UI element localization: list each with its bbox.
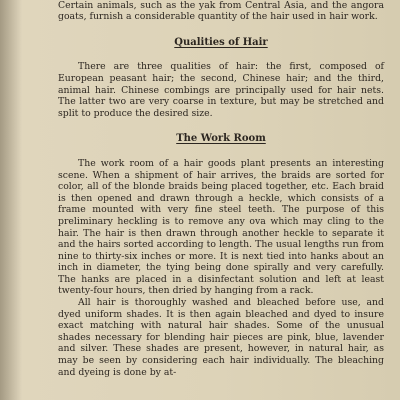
work-room-paragraph-1: The work room of a hair goods plant presents an interesting scene. When a shipment of hair arrives, the braids are sorted for color, all of the blonde braids being placed together, etc. Each braid is then opened and drawn through a heckle, which consists of a frame mounted with very fine steel teeth. The purpose of this preliminary heckling is to remove any ova which may cling to the hair. The hair is then drawn through another heckle to separate it and the hairs sorted according to length. The usual lengths run from nine to thirty-six inches or more. It is next tied into hanks about an inch in diameter, the tying being done spirally and very carefully. The hanks are placed in a disinfectant solution and left at least twenty-four hours, then dried by hanging from a rack. xyxy=(58,157,384,297)
work-room-paragraph-2: All hair is thoroughly washed and bleached before use, and dyed uniform shades. It is then again bleached and dyed to insure exact matching with natural hair shades. Some of the unusual shades necessary for blending hair pieces are pink, blue, lavender and silver. These shades are present, however, in natural hair, as may be seen by considering each hair individually. The bleaching and dyeing is done by at- xyxy=(58,297,384,378)
section-heading-work-room: The Work Room xyxy=(176,133,266,145)
page-text xyxy=(58,0,384,378)
section-heading-qualities-of-hair: Qualities of Hair xyxy=(174,36,268,48)
opening-paragraph: Certain animals, such as the yak from Central Asia, and the angora goats, furnish a considerable quantity of the hair used in hair work. xyxy=(58,0,384,23)
qualities-paragraph: There are three qualities of hair: the first, composed of European peasant hair; the second, Chinese hair; and the third, animal hair. Chinese combings are principally used for hair nets. The latter two are very coarse in texture, but may be stretched and split to produce the desired size. xyxy=(58,61,384,119)
spine-shadow xyxy=(0,0,22,400)
